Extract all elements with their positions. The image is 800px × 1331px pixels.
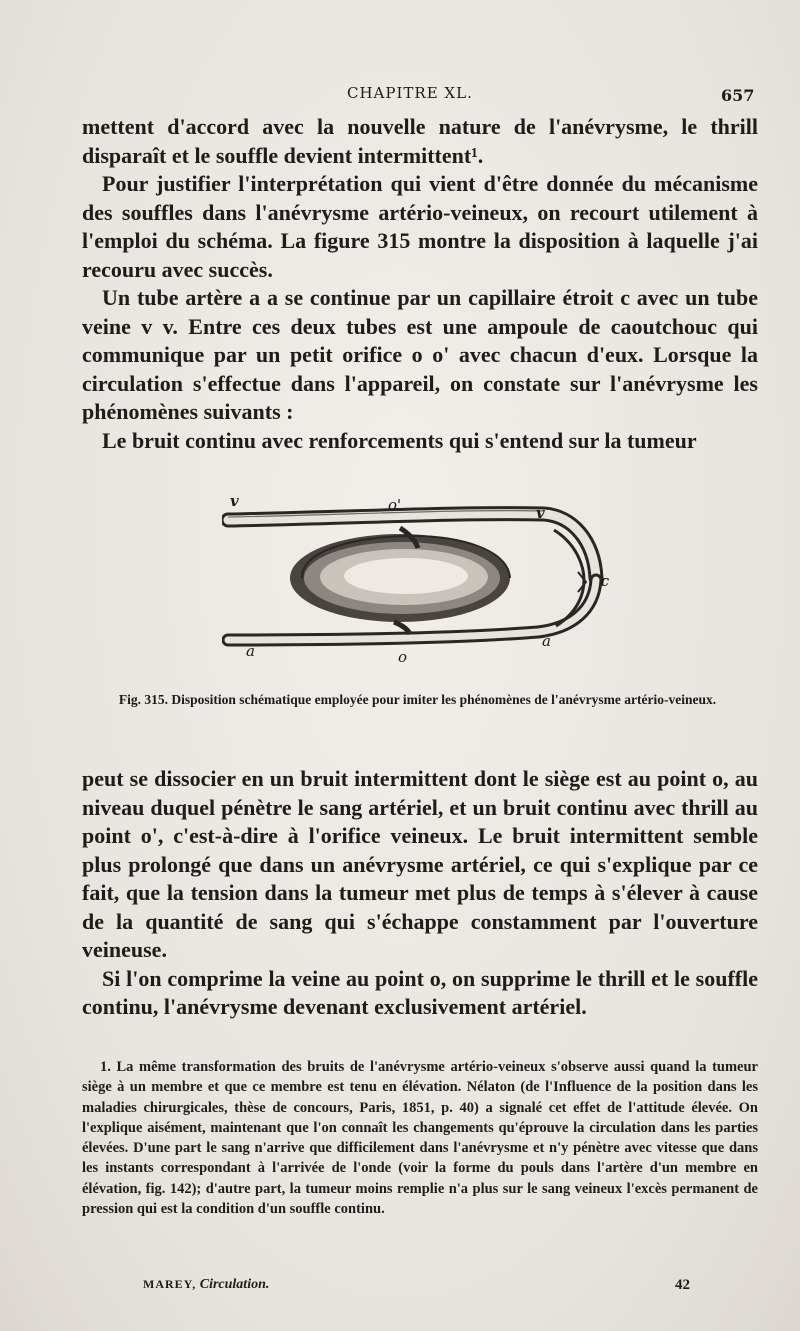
paragraph: Le bruit continu avec renforcements qui s'entend sur la tumeur xyxy=(102,427,697,453)
paragraph: Pour justifier l'interprétation qui vient d'être donnée du mécanisme des souffles dans l'anévrysme artério-veineux, on recourt utilement à l'emploi du schéma. La figure 315 montre la disposition à laquelle j'ai recouru avec succès. xyxy=(82,171,758,282)
footer-author: MAREY, xyxy=(143,1277,197,1291)
running-head xyxy=(0,84,800,108)
paragraph: Si l'on comprime la veine au point o, on supprime le thrill et le souffle continu, l'anévrysme devenant exclusivement artériel. xyxy=(82,965,758,1019)
footnote xyxy=(82,1057,758,1219)
paragraph: Un tube artère a a se continue par un capillaire étroit c avec un tube veine v v. Entre ces deux tubes est une ampoule de caoutchouc qui communique par un petit orifice o o' avec chacun d'eux. Lorsque la circulation s'effectue dans l'appareil, on constate sur l'anévrysme les phénomènes suivants : xyxy=(82,285,758,424)
label-a-left: a xyxy=(246,642,255,660)
label-a-right: a xyxy=(542,632,551,650)
footnote-text: 1. La même transformation des bruits de l'anévrysme artério-veineux s'observe aussi quand la tumeur siège à un membre et que ce membre est tenu en élévation. Nélaton (de l'Influence de la position dans les maladies chirurgicales, thèse de concours, Paris, 1851, p. 40) a signalé cet effet de l'attitude élevée. On l'explique aisément, maintenant que l'on connaît les changements qu'éprouve la circulation dans les parties élevées. D'une part le sang n'arrive que difficilement dans l'anévrysme et n'y pénètre avec vitesse que dans les instants correspondant à l'arrivée de l'onde (voir la forme du pouls dans l'artère d'un membre en élévation, fig. 142); d'autre part, la tumeur moins remplie n'a plus sur le sang veineux l'excès permanent de pression qui est la condition d'un souffle continu. xyxy=(82,1059,758,1218)
label-v-right: v xyxy=(536,504,545,522)
body-text-bottom xyxy=(82,765,758,1022)
label-o: o xyxy=(398,648,408,666)
book-signature xyxy=(143,1277,269,1293)
figure-caption: Fig. 315. Disposition schématique employée pour imiter les phénomènes de l'anévrysme artério-veineux. xyxy=(118,692,717,707)
label-c: c xyxy=(600,572,610,590)
signature-mark: 42 xyxy=(675,1277,690,1293)
label-o-prime: o' xyxy=(388,496,402,514)
paragraph: peut se dissocier en un bruit intermittent dont le siège est au point o, au niveau duquel pénètre le sang artériel, et un bruit continu avec thrill au point o', c'est-à-dire à l'orifice veineux. Le bruit intermittent semble plus prolongé que dans un anévrysme artériel, ce qui s'explique par ce fait, que la tension dans la tumeur met plus de temps à s'élever à cause de la quantité de sang qui s'échappe constamment par l'ouverture veineuse. xyxy=(82,766,758,962)
paragraph: mettent d'accord avec la nouvelle nature de l'anévrysme, le thrill disparaît et le souffle devient intermittent¹. xyxy=(82,114,758,168)
label-v-left: v xyxy=(230,492,239,510)
footer-work: Circulation. xyxy=(199,1277,270,1292)
figure-315-schema xyxy=(222,490,622,670)
body-text-top xyxy=(82,113,758,455)
page-number: 657 xyxy=(721,86,755,105)
chapter-title: CHAPITRE XL. xyxy=(347,84,473,102)
page-footer xyxy=(0,1277,800,1301)
